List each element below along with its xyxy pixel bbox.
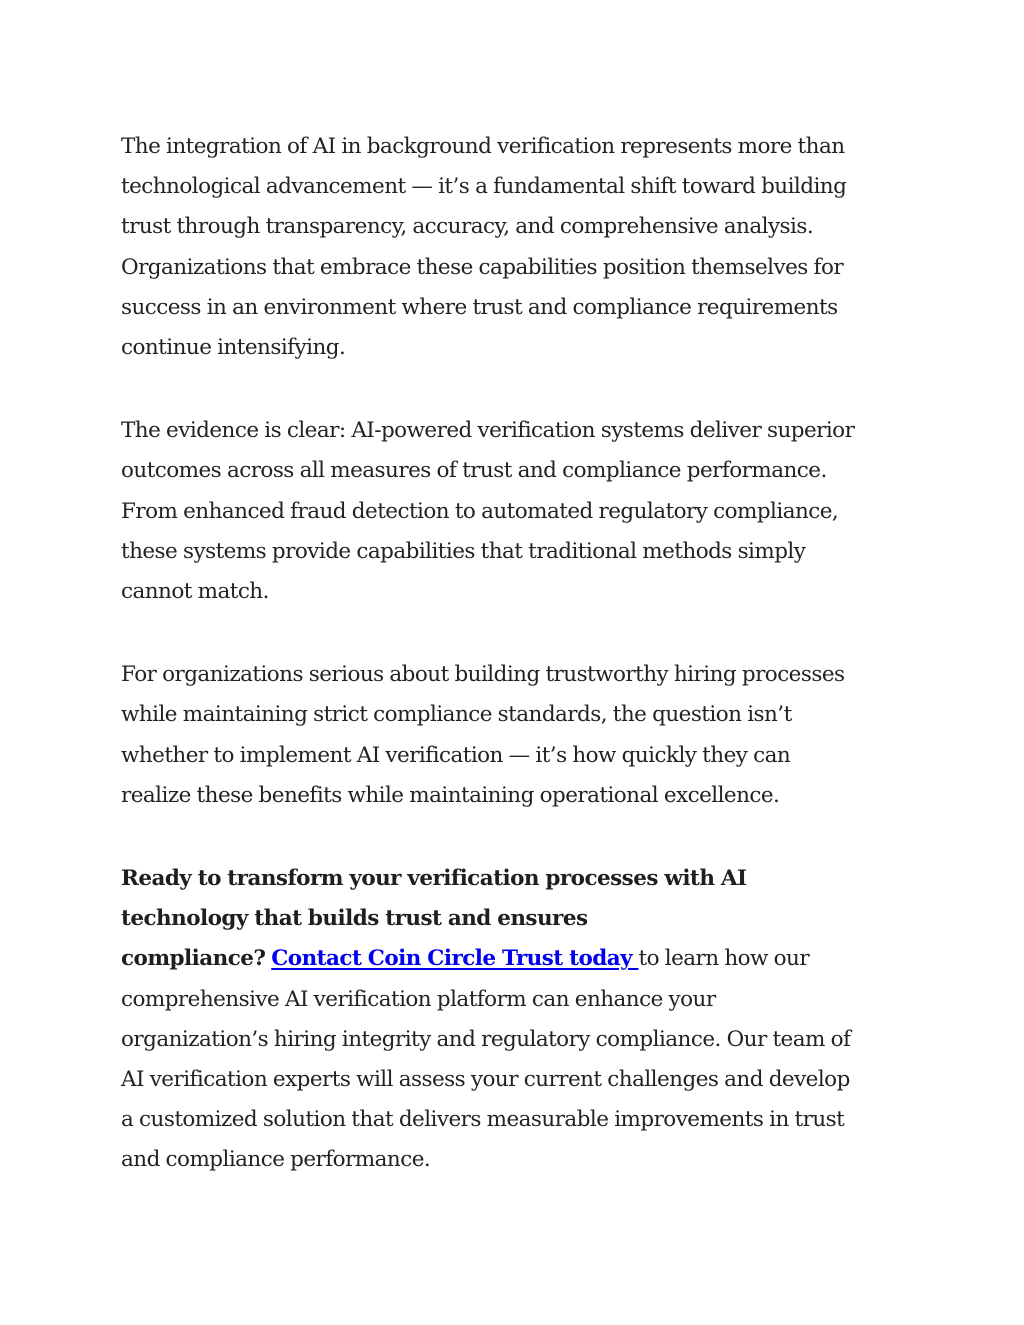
text-line: technological advancement — it’s a fundamental shift toward building <box>121 174 847 200</box>
contact-link[interactable]: Contact Coin Circle Trust today <box>271 946 639 972</box>
paragraph-call-to-action <box>121 859 911 1181</box>
text-line: The integration of AI in background verification represents more than <box>121 134 845 159</box>
document-page <box>121 127 911 1224</box>
cta-text: to learn how our <box>638 946 810 972</box>
text-line: organization’s hiring integrity and regulatory compliance. Our team of <box>121 1026 851 1052</box>
text-line: cannot match. <box>121 579 269 605</box>
text-line: while maintaining strict compliance standards, the question isn’t <box>121 702 792 728</box>
text-line: a customized solution that delivers measurable improvements in trust <box>121 1107 845 1133</box>
paragraph-conclusion <box>121 127 911 368</box>
text-line: Organizations that embrace these capabilities position themselves for <box>121 254 844 280</box>
text-line: whether to implement AI verification — it’s how quickly they can <box>121 742 791 768</box>
text-line: For organizations serious about building trustworthy hiring processes <box>121 662 845 688</box>
cta-heading-line: technology that builds trust and ensures <box>121 906 588 932</box>
cta-link-line <box>121 939 911 979</box>
text-line: trust through transparency, accuracy, and comprehensive analysis. <box>121 214 814 240</box>
cta-heading-line: Ready to transform your verification processes with AI <box>121 866 747 892</box>
cta-heading-end: compliance? <box>121 946 266 972</box>
text-line: these systems provide capabilities that traditional methods simply <box>121 538 806 564</box>
text-line: continue intensifying. <box>121 335 346 361</box>
paragraph-evidence <box>121 411 911 612</box>
text-line: success in an environment where trust and compliance requirements <box>121 294 838 320</box>
text-line: and compliance performance. <box>121 1147 431 1173</box>
text-line: From enhanced fraud detection to automated regulatory compliance, <box>121 498 839 524</box>
text-line: AI verification experts will assess your current challenges and develop <box>121 1067 850 1093</box>
paragraph-organizations <box>121 655 911 816</box>
text-line: comprehensive AI verification platform can enhance your <box>121 986 716 1012</box>
text-line: outcomes across all measures of trust and compliance performance. <box>121 458 827 484</box>
text-line: The evidence is clear: AI-powered verification systems deliver superior <box>121 418 855 444</box>
text-line: realize these benefits while maintaining operational excellence. <box>121 782 780 808</box>
